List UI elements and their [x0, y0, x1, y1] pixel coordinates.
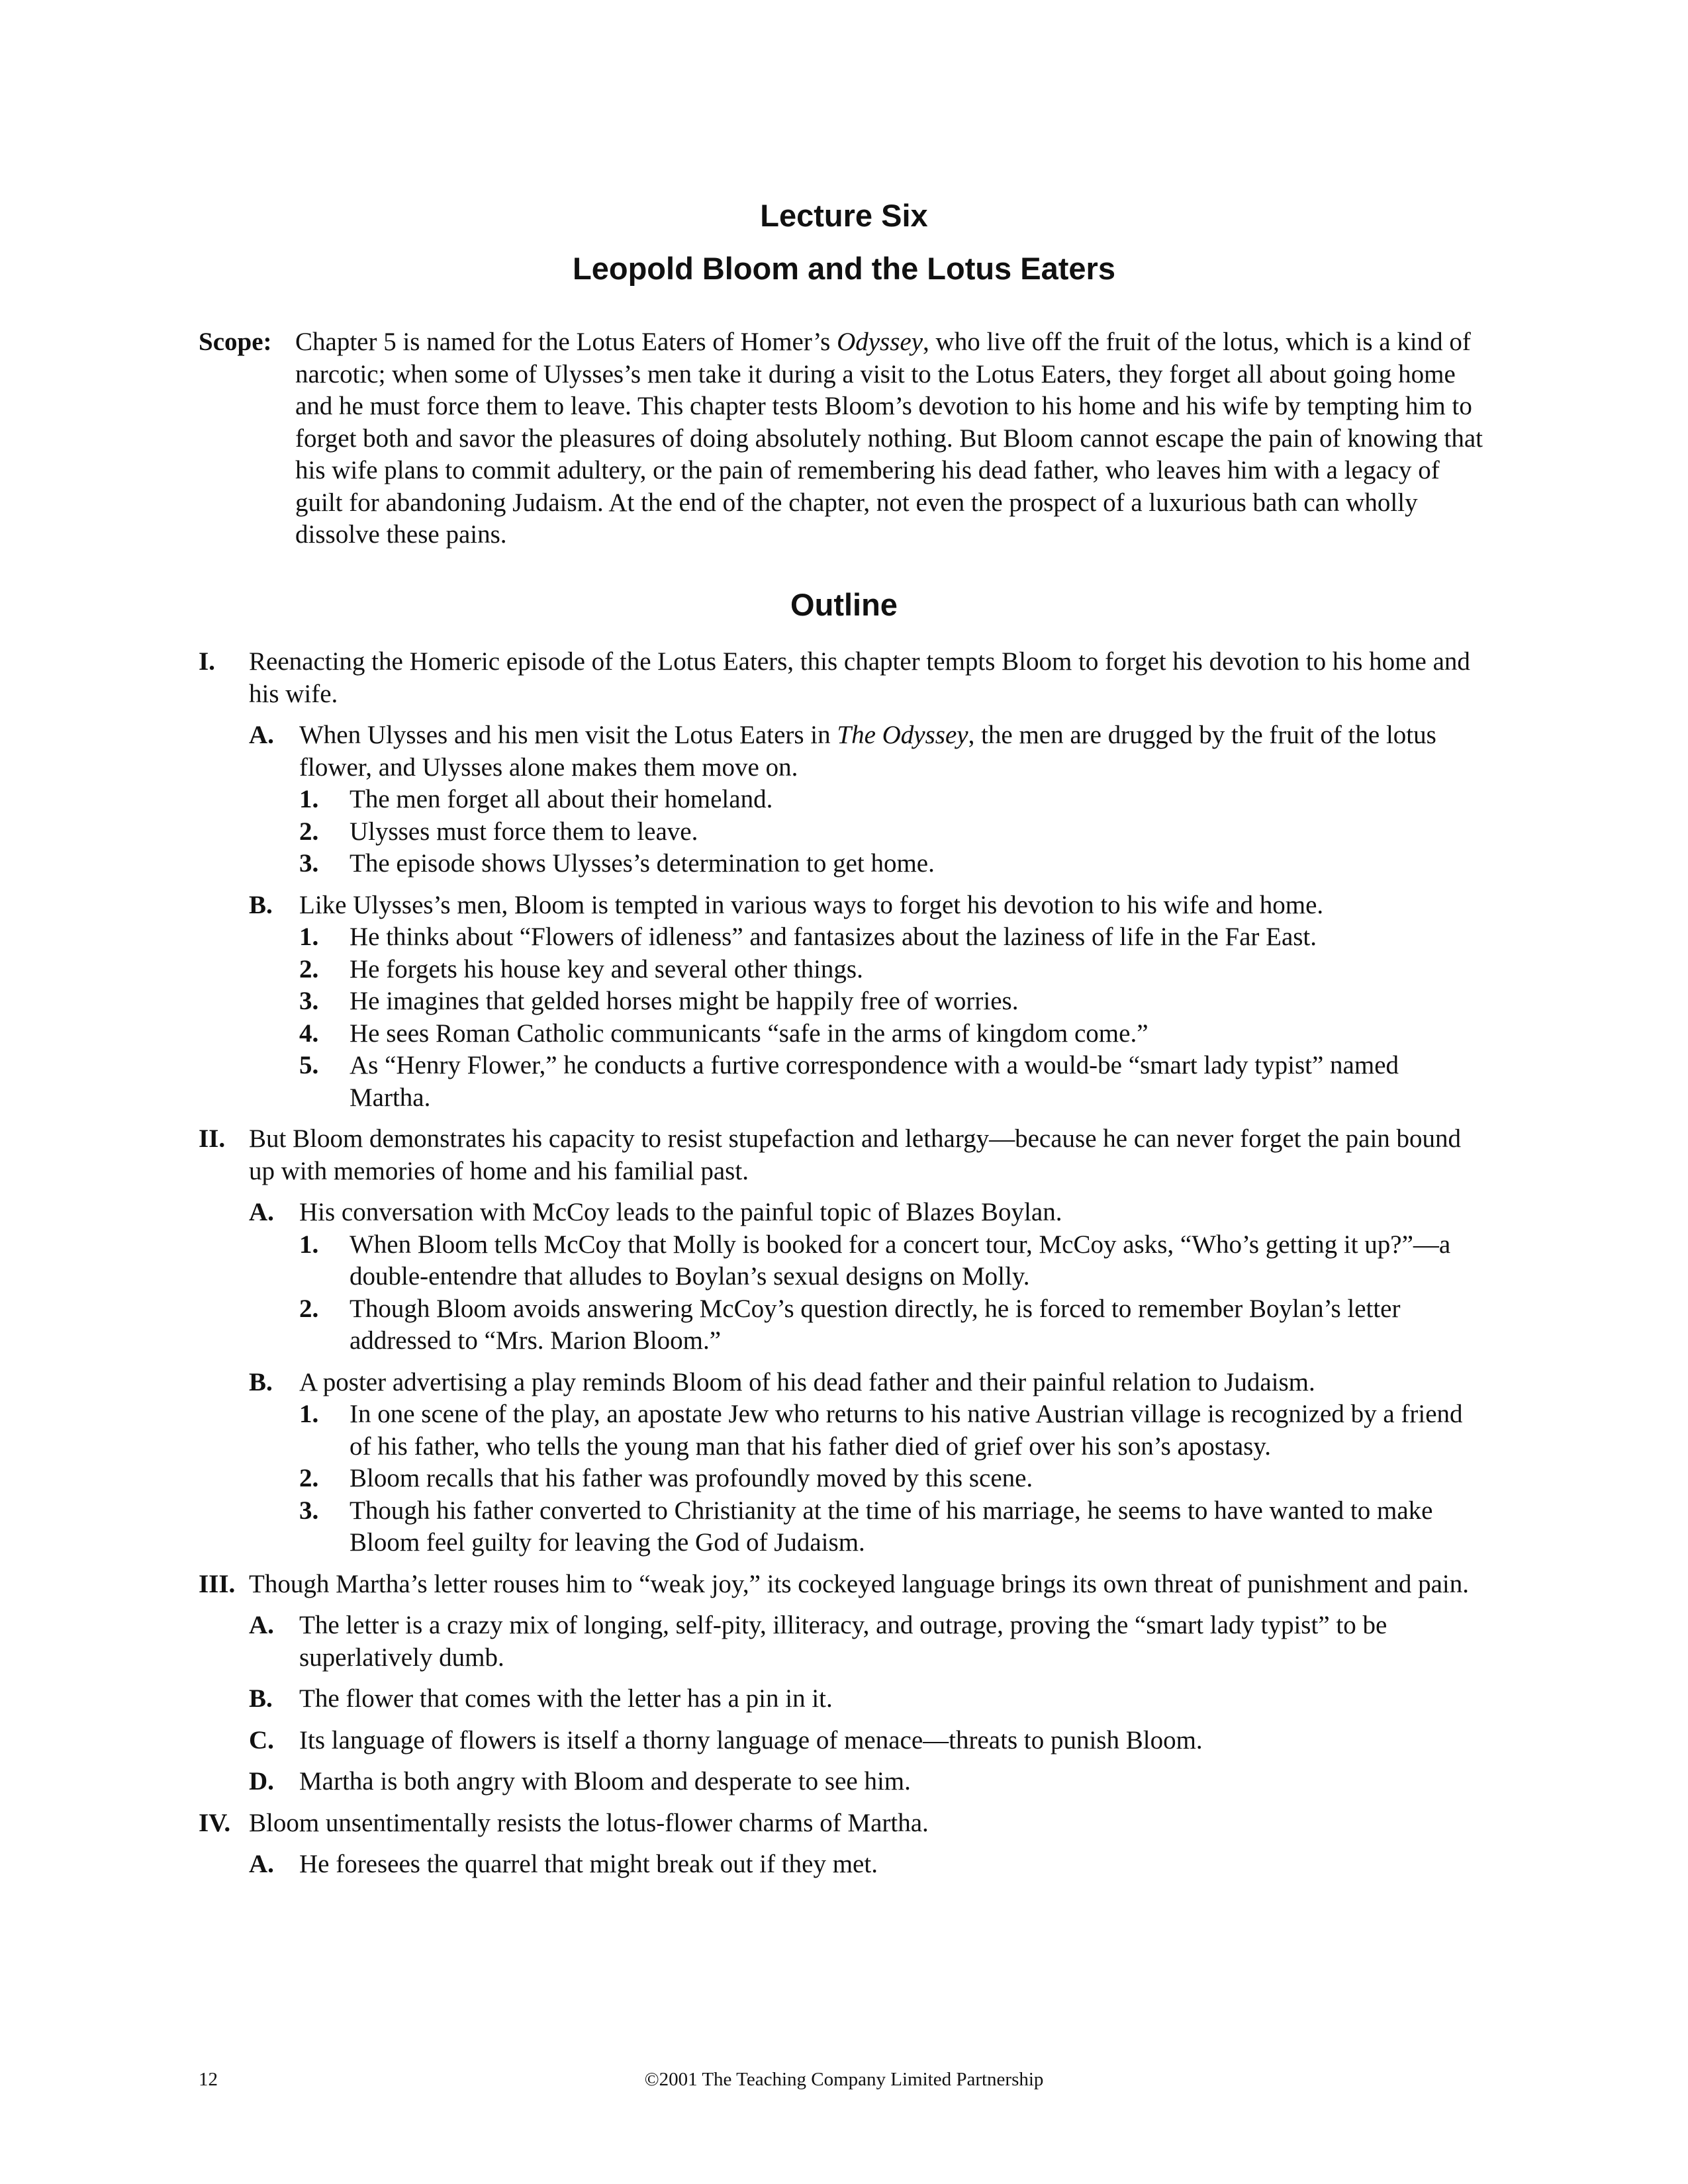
outline-section	[199, 1123, 1483, 1559]
section-text: Bloom unsentimentally resists the lotus-flower charms of Martha.	[249, 1808, 929, 1837]
subsection-label: D.	[249, 1767, 274, 1796]
outline-subsection	[249, 1766, 1483, 1798]
subsection-text-part: When Ulysses and his men visit the Lotus Eaters in	[299, 721, 837, 749]
copyright-notice: ©2001 The Teaching Company Limited Partnership	[644, 2069, 1044, 2090]
point-list	[299, 921, 1483, 1114]
outline-section	[199, 1569, 1483, 1798]
outline-subsection	[249, 1848, 1483, 1881]
outline-point	[299, 985, 1483, 1018]
scope-label: Scope:	[199, 328, 272, 356]
section-text: Though Martha’s letter rouses him to “weak joy,” its cockeyed language brings its own threat of punishment and pain.	[249, 1569, 1470, 1598]
point-text: When Bloom tells McCoy that Molly is booked for a concert tour, McCoy asks, “Who’s getting it up?”—a double-entendre that alludes to Boylan’s sexual designs on Molly.	[350, 1230, 1451, 1291]
point-text: The men forget all about their homeland.	[350, 785, 773, 813]
point-label: 3.	[299, 849, 319, 878]
point-text: Ulysses must force them to leave.	[350, 817, 698, 846]
outline-point	[299, 1050, 1483, 1114]
section-label: II.	[199, 1124, 226, 1153]
point-text: In one scene of the play, an apostate Jew who returns to his native Austrian village is recognized by a friend of his father, who tells the young man that his father died of grief over his son’s apostasy.	[350, 1400, 1463, 1461]
point-list	[299, 1398, 1483, 1559]
point-text: He imagines that gelded horses might be happily free of worries.	[350, 987, 1019, 1015]
outline-section	[199, 646, 1483, 1114]
lecture-number: Lecture Six	[760, 198, 928, 233]
point-label: 5.	[299, 1051, 319, 1079]
point-label: 4.	[299, 1019, 319, 1048]
subsection-label: A.	[249, 721, 274, 749]
subsection-text: Like Ulysses’s men, Bloom is tempted in various ways to forget his devotion to his wife and home.	[299, 890, 1324, 919]
outline-subsection	[249, 1725, 1483, 1757]
section-label: III.	[199, 1569, 236, 1598]
outline	[199, 646, 1483, 1890]
outline-section	[199, 1807, 1483, 1881]
subsection-text-italic: The Odyssey	[837, 721, 968, 749]
subsection-text	[299, 719, 1483, 784]
point-text: He thinks about “Flowers of idleness” and fantasizes about the laziness of life in the Far East.	[350, 923, 1317, 951]
subsection-text-part: , the men are drugged by the fruit of the lotus flower, and Ulysses alone makes them move on.	[299, 721, 1436, 782]
outline-point	[299, 1229, 1483, 1293]
subsection-text: He foresees the quarrel that might break out if they met.	[299, 1850, 878, 1878]
point-label: 1.	[299, 1230, 319, 1259]
point-text: Bloom recalls that his father was profoundly moved by this scene.	[350, 1464, 1033, 1492]
point-label: 1.	[299, 1400, 319, 1428]
point-label: 3.	[299, 987, 319, 1015]
point-text: Though Bloom avoids answering McCoy’s question directly, he is forced to remember Boylan’s letter addressed to “Mrs. Marion Bloom.”	[350, 1294, 1401, 1355]
outline-subsection	[249, 1197, 1483, 1357]
point-label: 1.	[299, 923, 319, 951]
point-label: 2.	[299, 1294, 319, 1323]
outline-point	[299, 848, 1483, 880]
subsection-text: The letter is a crazy mix of longing, self-pity, illiteracy, and outrage, proving the “smart lady typist” to be superlatively dumb.	[299, 1611, 1387, 1672]
scope-text	[295, 326, 1483, 551]
subsection-text: A poster advertising a play reminds Bloom of his dead father and their painful relation to Judaism.	[299, 1367, 1315, 1396]
outline-subsection	[249, 1610, 1483, 1674]
outline-point	[299, 1293, 1483, 1357]
outline-subsection	[249, 719, 1483, 880]
point-label: 2.	[299, 1464, 319, 1492]
point-text: Though his father converted to Christianity at the time of his marriage, he seems to have wanted to make Bloom feel guilty for leaving the God of Judaism.	[350, 1496, 1433, 1557]
section-text: But Bloom demonstrates his capacity to resist stupefaction and lethargy—because he can never forget the pain bound up with memories of home and his familial past.	[249, 1124, 1462, 1185]
point-text: He forgets his house key and several other things.	[350, 954, 863, 983]
subsection-label: A.	[249, 1850, 274, 1878]
outline-point	[299, 921, 1483, 954]
subsection-label: B.	[249, 890, 273, 919]
lecture-title: Leopold Bloom and the Lotus Eaters	[573, 251, 1115, 286]
page-number: 12	[199, 2069, 218, 2090]
subsection-text: Its language of flowers is itself a thorny language of menace—threats to punish Bloom.	[299, 1725, 1203, 1754]
subsection-label: C.	[249, 1725, 274, 1754]
outline-subsection	[249, 1367, 1483, 1559]
scope-text-part: Chapter 5 is named for the Lotus Eaters of Homer’s	[295, 328, 837, 356]
subsection-text: His conversation with McCoy leads to the painful topic of Blazes Boylan.	[299, 1198, 1062, 1226]
point-text: He sees Roman Catholic communicants “safe in the arms of kingdom come.”	[350, 1019, 1149, 1048]
scope-text-italic: Odyssey	[837, 328, 923, 356]
point-label: 2.	[299, 817, 319, 846]
point-label: 1.	[299, 785, 319, 813]
subsection-label: A.	[249, 1198, 274, 1226]
outline-point	[299, 816, 1483, 848]
section-label: I.	[199, 647, 215, 676]
point-text: As “Henry Flower,” he conducts a furtive correspondence with a would-be “smart lady typist” named Martha.	[350, 1051, 1399, 1112]
outline-subsection	[249, 1683, 1483, 1715]
subsection-label: A.	[249, 1611, 274, 1639]
scope-section	[199, 326, 1483, 551]
point-list	[299, 1229, 1483, 1357]
outline-point	[299, 1495, 1483, 1559]
subsection-text: The flower that comes with the letter has a pin in it.	[299, 1684, 833, 1713]
outline-heading: Outline	[790, 587, 898, 622]
outline-subsection	[249, 889, 1483, 1115]
section-text: Reenacting the Homeric episode of the Lotus Eaters, this chapter tempts Bloom to forget his devotion to his home and his wife.	[249, 647, 1470, 708]
outline-point	[299, 1463, 1483, 1495]
subsection-text: Martha is both angry with Bloom and desperate to see him.	[299, 1767, 911, 1796]
section-label: IV.	[199, 1808, 231, 1837]
scope-text-part: , who live off the fruit of the lotus, which is a kind of narcotic; when some of Ulysses’s men take it during a visit to the Lotus Eaters, they forget all about going home and he must force them to leave. This chapter tests Bloom’s devotion to his home and his wife by tempting him to forget both and savor the pleasures of doing absolutely nothing. But Bloom cannot escape the pain of knowing that his wife plans to commit adultery, or the pain of remembering his dead father, who leaves him with a legacy of guilt for abandoning Judaism. At the end of the chapter, not even the prospect of a luxurious bath can wholly dissolve these pains.	[295, 328, 1483, 549]
point-label: 2.	[299, 954, 319, 983]
outline-point	[299, 784, 1483, 816]
outline-point	[299, 954, 1483, 986]
point-text: The episode shows Ulysses’s determination to get home.	[350, 849, 935, 878]
subsection-label: B.	[249, 1367, 273, 1396]
outline-point	[299, 1398, 1483, 1463]
point-list	[299, 784, 1483, 880]
outline-point	[299, 1018, 1483, 1050]
subsection-label: B.	[249, 1684, 273, 1713]
point-label: 3.	[299, 1496, 319, 1525]
